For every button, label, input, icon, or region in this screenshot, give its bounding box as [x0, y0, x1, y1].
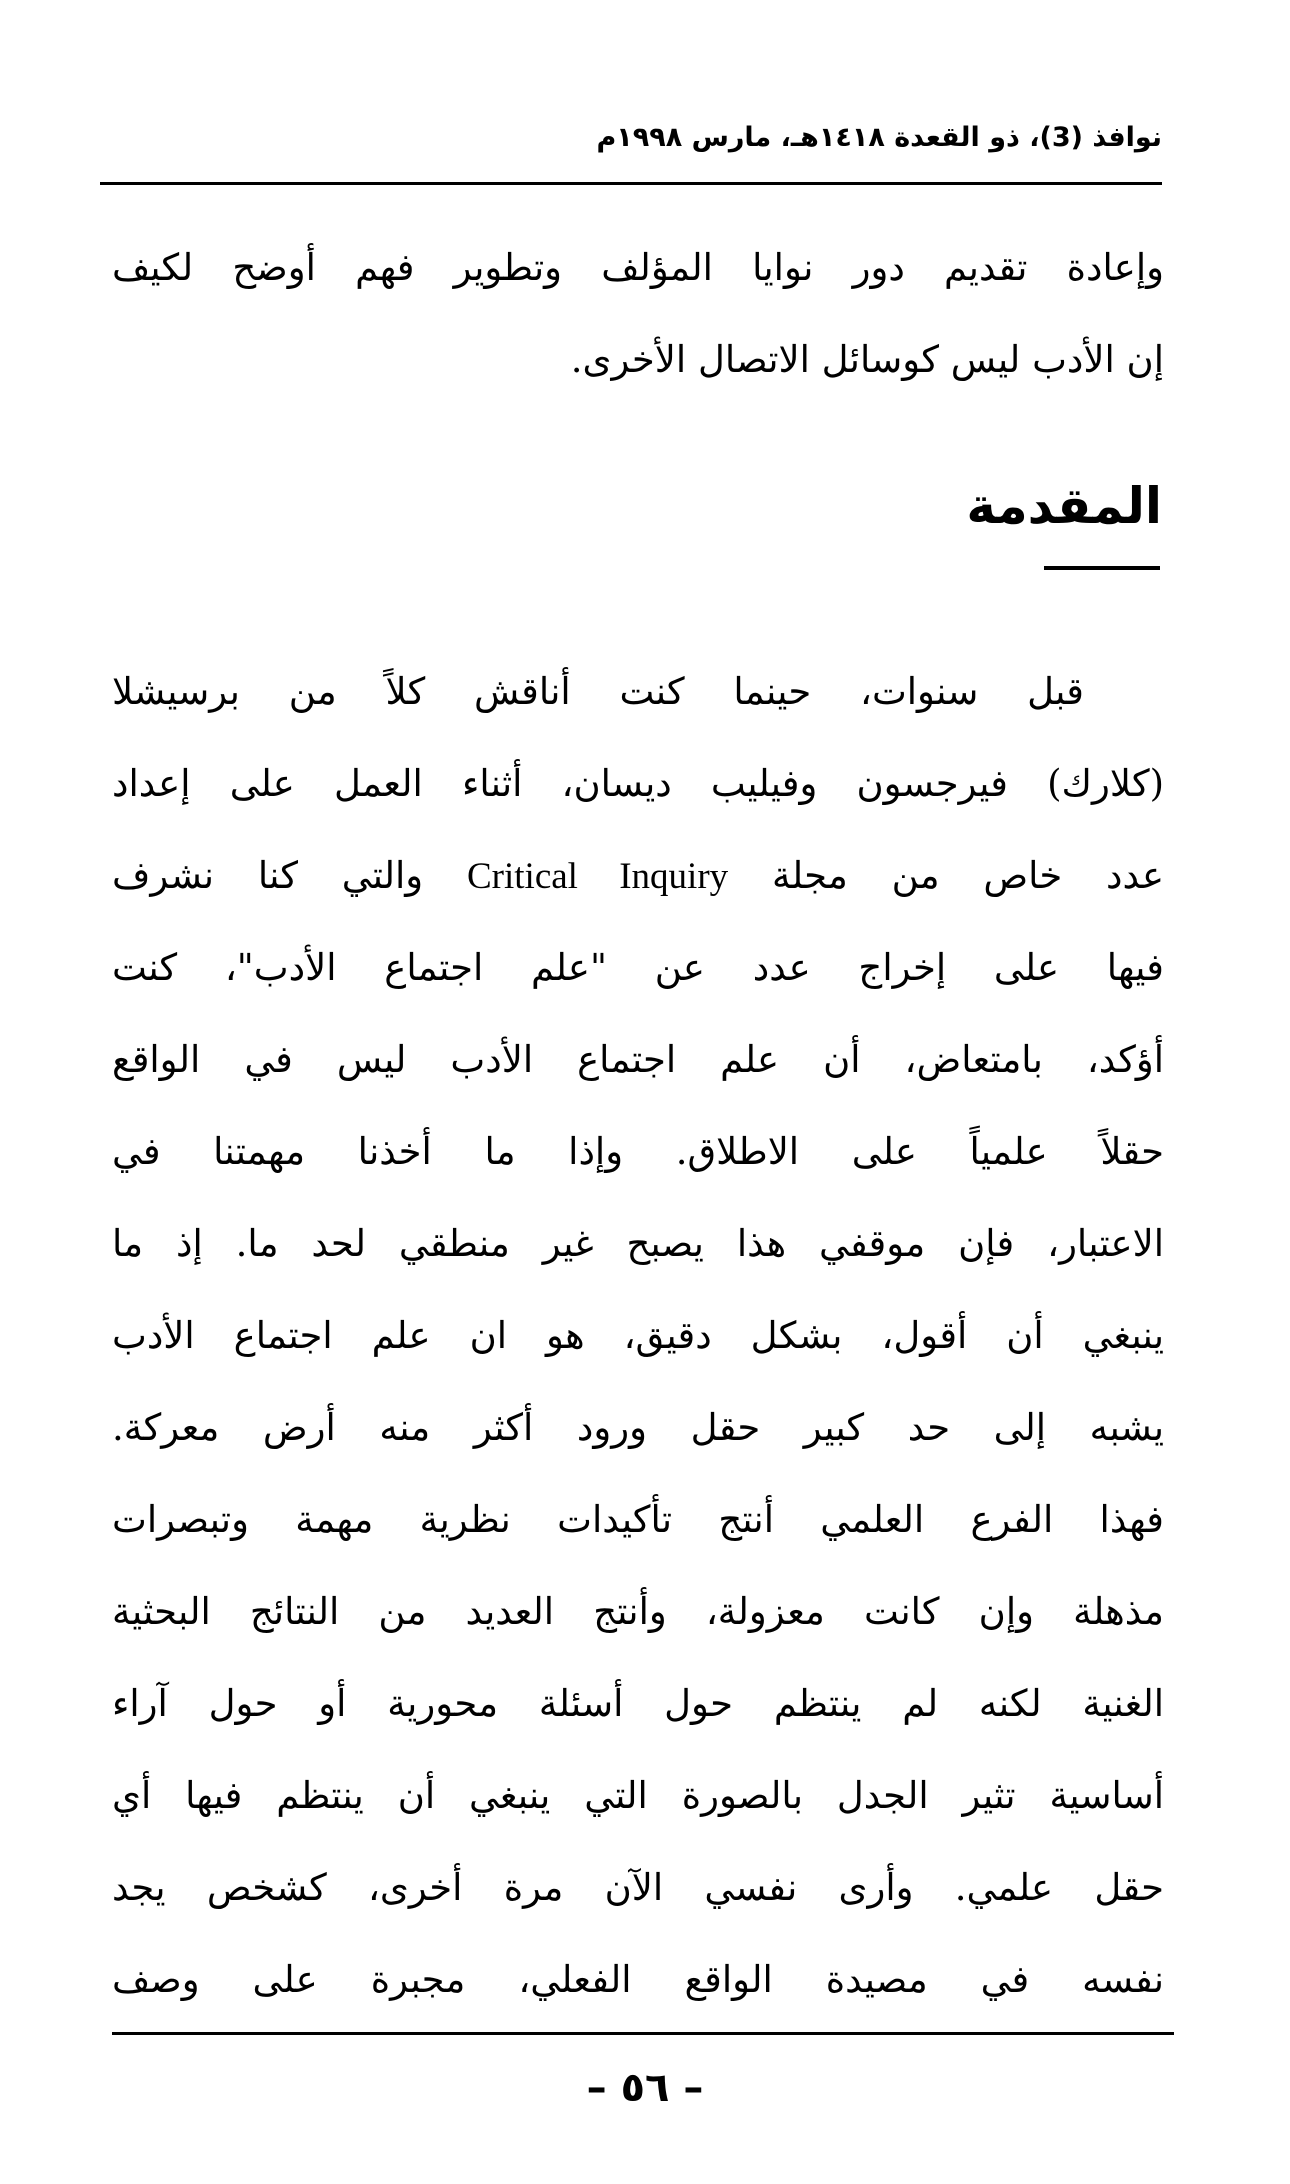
body-line: نفسه في مصيدة الواقع الفعلي، مجبرة على وصف — [112, 1958, 1164, 2001]
section-heading: المقدمة — [966, 477, 1162, 535]
body-paragraph — [112, 646, 1164, 2026]
footer-divider — [112, 2032, 1174, 2035]
body-line: فهذا الفرع العلمي أنتج تأكيدات نظرية مهمة وتبصرات — [112, 1498, 1164, 1541]
body-line: فيها على إخراج عدد عن "علم اجتماع الأدب"، كنت — [112, 946, 1164, 989]
body-line: يشبه إلى حد كبير حقل ورود أكثر منه أرض معركة. — [112, 1406, 1164, 1449]
intro-line: وإعادة تقديم دور نوايا المؤلف وتطوير فهم أوضح لكيف — [112, 246, 1164, 289]
body-line — [112, 830, 1164, 922]
section-heading-underline — [1044, 566, 1160, 570]
body-line: أساسية تثير الجدل بالصورة التي ينبغي أن ينتظم فيها أي — [112, 1774, 1164, 1817]
body-line-segment: عدد خاص من مجلة — [771, 854, 1164, 897]
body-line: الاعتبار، فإن موقفي هذا يصبح غير منطقي لحد ما. إذ ما — [112, 1222, 1164, 1265]
body-line: (كلارك) فيرجسون وفيليب ديسان، أثناء العمل على إعداد — [112, 762, 1164, 805]
body-line: مذهلة وإن كانت معزولة، وأنتج العديد من النتائج البحثية — [112, 1590, 1164, 1633]
body-line: قبل سنوات، حينما كنت أناقش كلاً من برسيشلا — [112, 670, 1084, 713]
journal-title: Critical Inquiry — [466, 856, 729, 897]
header-divider — [100, 182, 1162, 185]
page-number: – ٥٦ – — [586, 2065, 704, 2111]
body-line: ينبغي أن أقول، بشكل دقيق، هو ان علم اجتماع الأدب — [112, 1314, 1164, 1357]
body-line-segment: والتي كنا نشرف — [112, 854, 424, 897]
intro-paragraph — [112, 222, 1164, 406]
body-line: الغنية لكنه لم ينتظم حول أسئلة محورية أو حول آراء — [112, 1682, 1164, 1725]
body-line: حقلاً علمياً على الاطلاق. وإذا ما أخذنا مهمتنا في — [112, 1130, 1164, 1173]
intro-line: إن الأدب ليس كوسائل الاتصال الأخرى. — [570, 338, 1164, 381]
body-line: حقل علمي. وأرى نفسي الآن مرة أخرى، كشخص يجد — [112, 1866, 1164, 1909]
body-line: أؤكد، بامتعاض، أن علم اجتماع الأدب ليس في الواقع — [112, 1038, 1164, 1081]
running-header: نوافذ (3)، ذو القعدة ١٤١٨هـ، مارس ١٩٩٨م — [596, 122, 1162, 153]
